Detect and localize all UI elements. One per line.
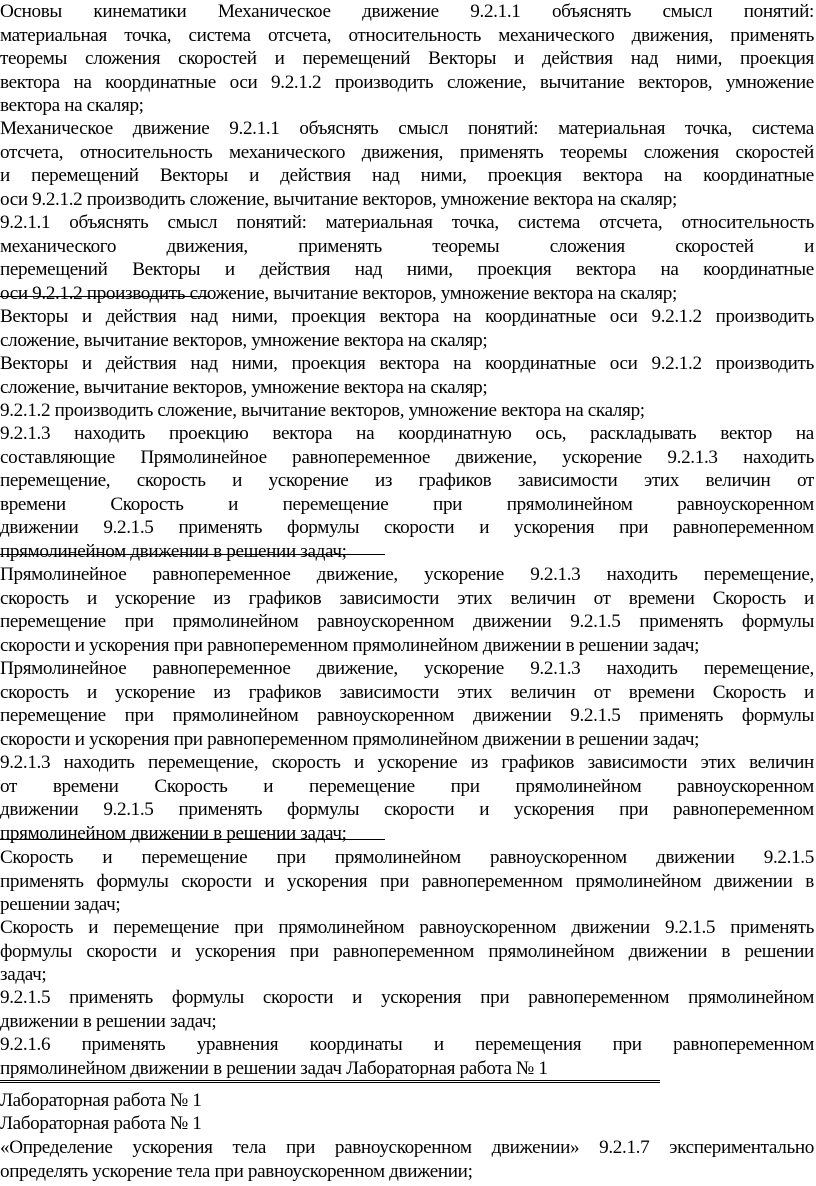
text-line: прямолинейном движении в решении задач; [0, 822, 347, 844]
text-line: 9.2.1.2 производить сложение, вычитание векторов, умножение вектора на скаляр; [0, 400, 645, 421]
paragraph [0, 422, 816, 563]
separator-line [0, 554, 385, 555]
paragraph [0, 117, 816, 211]
text-line: 9.2.1.3 находить перемещение, скорость и ускорение из графиков зависимости этих величин [0, 752, 814, 773]
separator-line [0, 839, 385, 840]
text-line: и перемещений Векторы и действия над ними, проекция вектора на координатные [0, 165, 814, 186]
paragraph [0, 399, 816, 423]
text-line: Прямолинейное равнопеременное движение, ускорение 9.2.1.3 находить перемещение, [0, 658, 814, 679]
text-line: Основы кинематики Механическое движение 9.2.1.1 объяснять смысл понятий: [0, 1, 814, 22]
text-line: отсчета, относительность механического движения, применять теоремы сложения скоростей [0, 141, 814, 163]
text-line: 9.2.1.1 объяснять смысл понятий: материальная точка, система отсчета, относительность [0, 212, 814, 233]
text-line: движении 9.2.1.5 применять формулы скорости и ускорения при равнопеременном [0, 799, 814, 820]
separator-line [0, 296, 210, 297]
text-line: перемещение, скорость и ускорение из графиков зависимости этих величин от [0, 470, 814, 491]
text-line: теоремы сложения скоростей и перемещений Векторы и действия над ними, проекция [0, 48, 814, 69]
paragraph [0, 846, 816, 917]
text-line: Лабораторная работа № 1 [0, 1090, 202, 1111]
text-line: скорости и ускорения при равнопеременном прямолинейном движении в решении задач; [0, 728, 700, 750]
text-line: скорость и ускорение из графиков зависимости этих величин от времени Скорость и [0, 587, 814, 609]
text-line: сложение, вычитание векторов, умножение вектора на скаляр; [0, 376, 488, 398]
text-line: прямолинейном движении в решении задач; [0, 540, 347, 562]
paragraph [0, 1033, 816, 1080]
text-line: Лабораторная работа № 1 [0, 1113, 202, 1134]
text-line: вектора на координатные оси 9.2.1.2 производить сложение, вычитание векторов, умножение [0, 71, 814, 93]
text-line: применять формулы скорости и ускорения при равнопеременном прямолинейном движении в [0, 870, 814, 892]
text-line: движении 9.2.1.5 применять формулы скорости и ускорения при равнопеременном [0, 517, 814, 538]
text-line: Прямолинейное равнопеременное движение, ускорение 9.2.1.3 находить перемещение, [0, 564, 814, 585]
paragraph [0, 1136, 816, 1183]
paragraph [0, 986, 816, 1033]
text-line: материальная точка, система отсчета, относительность механического движения, применять [0, 24, 814, 46]
text-line: Механическое движение 9.2.1.1 объяснять смысл понятий: материальная точка, система [0, 118, 814, 139]
text-line: перемещений Векторы и действия над ними, проекция вектора на координатные [0, 259, 814, 280]
paragraph [0, 751, 816, 845]
paragraph [0, 305, 816, 352]
paragraph [0, 1112, 816, 1136]
text-line: 9.2.1.5 применять формулы скорости и ускорения при равнопеременном прямолинейном [0, 987, 814, 1008]
text-line: движении в решении задач; [0, 1010, 217, 1032]
text-line: Векторы и действия над ними, проекция вектора на координатные оси 9.2.1.2 производить [0, 306, 814, 327]
text-line: перемещение при прямолинейном равноускоренном движении 9.2.1.5 применять формулы [0, 611, 814, 632]
text-line: задач; [0, 964, 47, 985]
text-line: Скорость и перемещение при прямолинейном равноускоренном движении 9.2.1.5 [0, 847, 814, 868]
separator-line [0, 1080, 660, 1083]
text-line: оси 9.2.1.2 производить сложение, вычитание векторов, умножение вектора на скаляр; [0, 282, 677, 304]
paragraph [0, 1089, 816, 1113]
paragraph [0, 0, 816, 118]
text-line: формулы скорости и ускорения при равнопеременном прямолинейном движении в решении [0, 940, 814, 962]
paragraph [0, 352, 816, 399]
paragraph [0, 211, 816, 305]
text-line: 9.2.1.6 применять уравнения координаты и перемещения при равнопеременном [0, 1034, 814, 1055]
paragraph [0, 563, 816, 657]
text-line: 9.2.1.3 находить проекцию вектора на координатную ось, раскладывать вектор на [0, 423, 814, 444]
text-line: Векторы и действия над ними, проекция вектора на координатные оси 9.2.1.2 производить [0, 353, 814, 374]
text-line: решении задач; [0, 894, 121, 915]
text-line: составляющие Прямолинейное равнопеременное движение, ускорение 9.2.1.3 находить [0, 446, 814, 468]
paragraph [0, 916, 816, 987]
text-line: вектора на скаляр; [0, 95, 144, 116]
text-line: механического движения, применять теоремы сложения скоростей и [0, 235, 814, 257]
text-line: «Определение ускорения тела при равноускоренном движении» 9.2.1.7 экспериментально [0, 1137, 814, 1158]
text-line: Скорость и перемещение при прямолинейном равноускоренном движении 9.2.1.5 применять [0, 917, 814, 938]
paragraph [0, 657, 816, 751]
text-line: прямолинейном движении в решении задач Лабораторная работа № 1 [0, 1057, 548, 1079]
text-line: от времени Скорость и перемещение при прямолинейном равноускоренном [0, 775, 814, 797]
text-line: оси 9.2.1.2 производить сложение, вычитание векторов, умножение вектора на скаляр; [0, 188, 677, 210]
text-line: перемещение при прямолинейном равноускоренном движении 9.2.1.5 применять формулы [0, 705, 814, 726]
text-line: сложение, вычитание векторов, умножение вектора на скаляр; [0, 329, 488, 351]
text-line: времени Скорость и перемещение при прямолинейном равноускоренном [0, 493, 814, 515]
text-line: определять ускорение тела при равноускоренном движении; [0, 1160, 473, 1182]
text-line: скорости и ускорения при равнопеременном прямолинейном движении в решении задач; [0, 634, 700, 656]
text-line: скорость и ускорение из графиков зависимости этих величин от времени Скорость и [0, 681, 814, 703]
